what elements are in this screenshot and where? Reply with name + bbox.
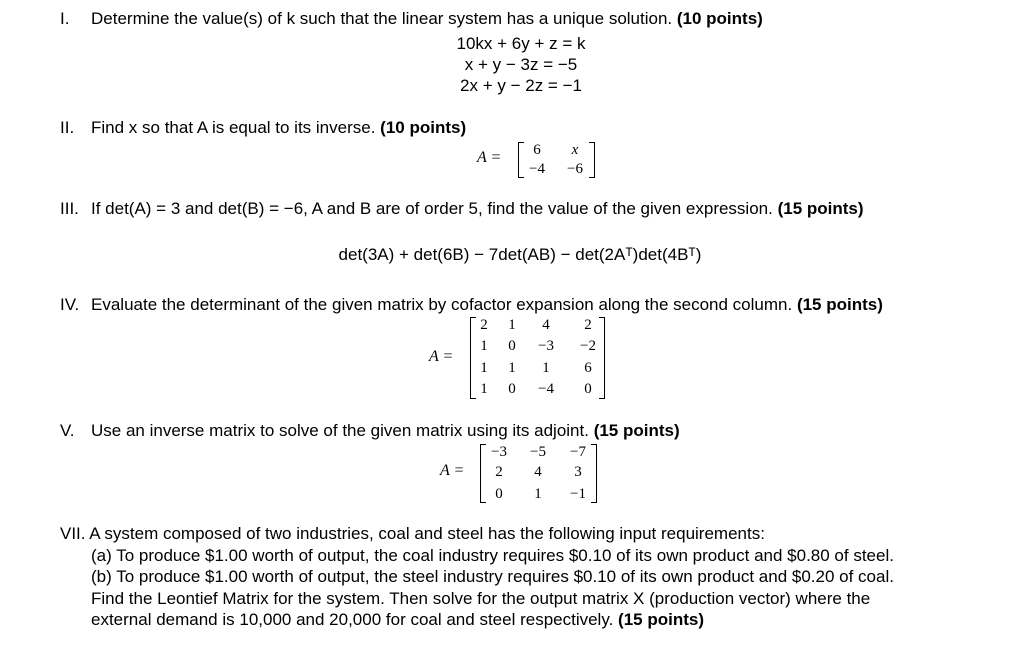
q5-number: V. <box>60 421 75 440</box>
q3-number: III. <box>60 199 79 218</box>
q1-number: I. <box>60 9 70 28</box>
q5-points: (15 points) <box>593 421 680 440</box>
q4-right-bracket <box>599 317 605 399</box>
q4-matrix-label: A = <box>429 348 454 365</box>
q7-part-b: (b) To produce $1.00 worth of output, the steel industry requires $0.10 of its own product and $0.20 of coal. <box>91 567 894 586</box>
q5-right-bracket <box>591 444 597 503</box>
q4-text <box>91 295 883 315</box>
q5-text <box>91 421 680 441</box>
q4-prompt: Evaluate the determinant of the given matrix by cofactor expansion along the second column. <box>91 295 793 314</box>
q3-prompt: If det(A) = 3 and det(B) = −6, A and B are of order 5, find the value of the given expression. <box>91 199 773 218</box>
q4-number: IV. <box>60 295 80 314</box>
q1-text <box>91 9 763 29</box>
q2-matrix-label: A = <box>477 149 502 166</box>
q1-points: (10 points) <box>676 9 763 28</box>
q2-left-bracket <box>518 142 524 178</box>
q2-text <box>91 118 466 138</box>
q2-points: (10 points) <box>380 118 467 137</box>
q7-intro: VII. A system composed of two industries, coal and steel has the following input requirements: <box>60 524 765 543</box>
q7-instruction-line-1: Find the Leontief Matrix for the system. Then solve for the output matrix X (production vector) where the <box>91 588 871 608</box>
q3-text <box>91 199 864 219</box>
q7-part-a: (a) To produce $1.00 worth of output, the coal industry requires $0.10 of its own product and $0.80 of steel. <box>91 545 894 565</box>
q4-left-bracket <box>470 317 476 399</box>
q5-matrix-label: A = <box>440 462 465 479</box>
q7-instruction-line-2: external demand is 10,000 and 20,000 for coal and steel respectively. (15 points) <box>91 610 704 629</box>
q3-points: (15 points) <box>777 199 864 218</box>
q5-left-bracket <box>480 444 486 503</box>
q7-points: (15 points) <box>618 610 704 629</box>
q4-points: (15 points) <box>796 295 883 314</box>
question-7 <box>60 523 894 631</box>
q1-prompt: Determine the value(s) of k such that the linear system has a unique solution. <box>91 9 673 28</box>
q2-number: II. <box>60 118 75 137</box>
q2-prompt: Find x so that A is equal to its inverse. <box>91 118 376 137</box>
q2-right-bracket <box>589 142 595 178</box>
q5-prompt: Use an inverse matrix to solve of the given matrix using its adjoint. <box>91 421 589 440</box>
